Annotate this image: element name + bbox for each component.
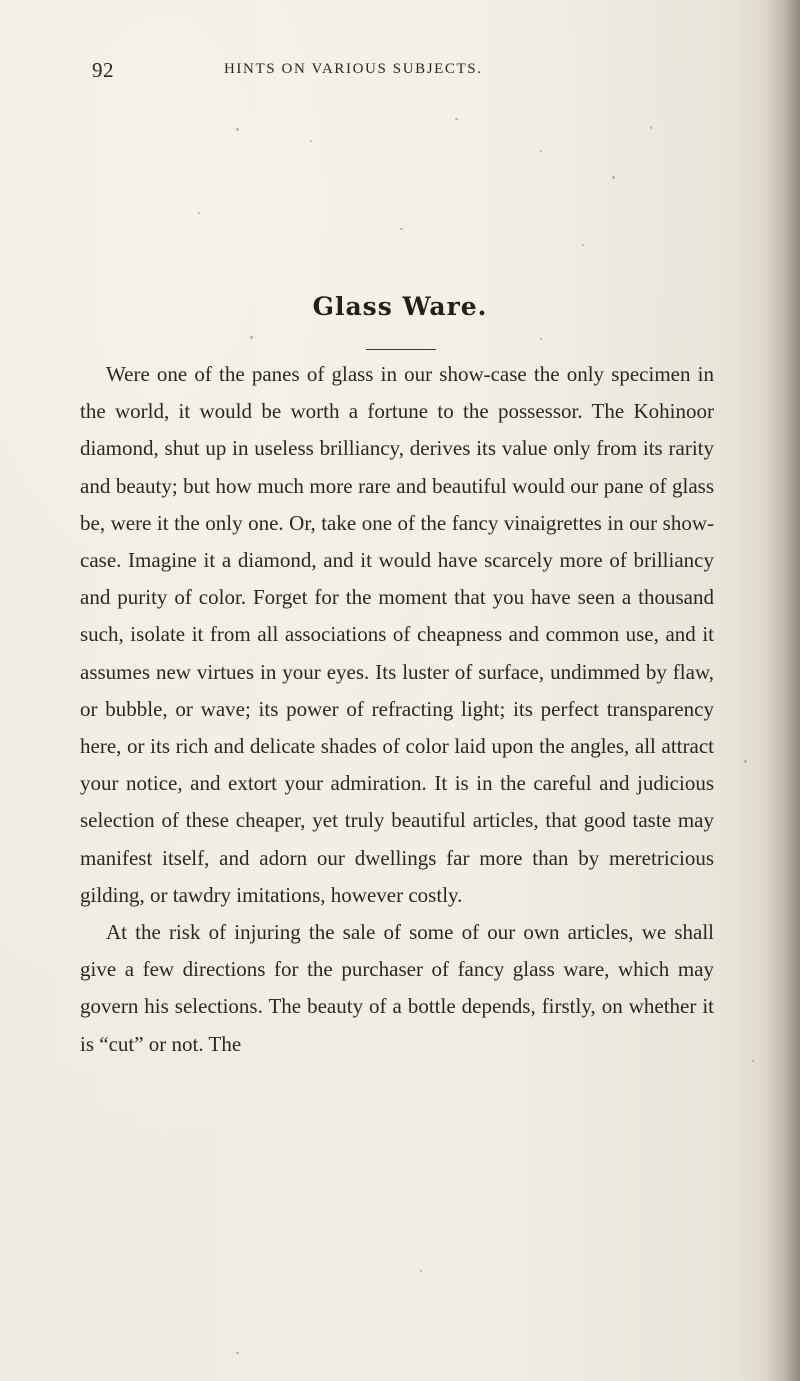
print-speck bbox=[752, 1060, 754, 1062]
page-header bbox=[92, 58, 652, 84]
print-speck bbox=[236, 1352, 239, 1354]
running-head: HINTS ON VARIOUS SUBJECTS. bbox=[224, 61, 483, 77]
print-speck bbox=[250, 336, 253, 339]
print-speck bbox=[540, 338, 542, 340]
print-speck bbox=[420, 1270, 422, 1272]
print-speck bbox=[612, 176, 615, 179]
print-speck bbox=[310, 140, 312, 142]
print-speck bbox=[650, 126, 652, 129]
page-number: 92 bbox=[92, 58, 114, 82]
print-speck bbox=[455, 118, 458, 120]
print-speck bbox=[198, 212, 200, 214]
paragraph-2: At the risk of injuring the sale of some of our own articles, we shall give a few directions for the purchaser of fancy glass ware, which may govern his selections. The beauty of a bottle depends, firstly, on whether it is “cut” or not. The bbox=[80, 920, 714, 1056]
print-speck bbox=[744, 760, 747, 763]
title-divider bbox=[366, 349, 436, 350]
paragraph-1: Were one of the panes of glass in our show-case the only specimen in the world, it would be worth a fortune to the possessor. The Kohinoor diamond, shut up in useless brilliancy, derives its value only from its rarity and beauty; but how much more rare and beautiful would our pane of glass be, were it the only one. Or, take one of the fancy vinaigrettes in our show-case. Imagine it a diamond, and it would have scarcely more of brilliancy and purity of color. Forget for the moment that you have seen a thousand such, isolate it from all associations of cheapness and common use, and it assumes new virtues in your eyes. Its luster of surface, undimmed by flaw, or bubble, or wave; its power of refracting light; its perfect transparency here, or its rich and delicate shades of color laid upon the angles, all attract your notice, and extort your admiration. It is in the careful and judicious selection of these cheaper, yet truly beautiful articles, that good taste may manifest itself, and adorn our dwellings far more than by meretricious gilding, or tawdry imitations, however costly. bbox=[80, 362, 714, 907]
page-edge-shadow bbox=[766, 0, 800, 1381]
section-title: Glass Ware. bbox=[312, 292, 488, 321]
print-speck bbox=[540, 150, 542, 152]
print-speck bbox=[582, 244, 584, 246]
print-speck bbox=[236, 128, 239, 131]
print-speck bbox=[400, 228, 403, 230]
body-text bbox=[80, 356, 714, 1063]
